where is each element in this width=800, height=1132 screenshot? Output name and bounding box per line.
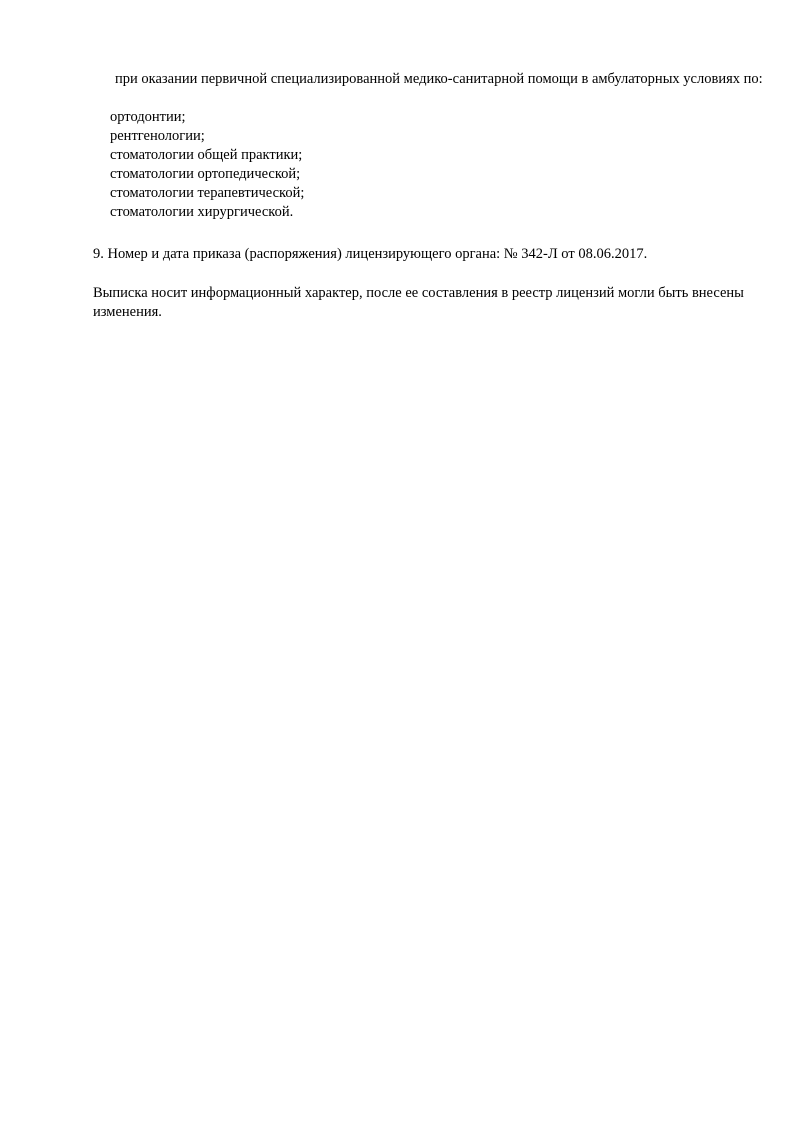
service-item-orthopedic-dentistry: стоматологии ортопедической;: [110, 166, 301, 182]
services-intro: при оказании первичной специализированной медико-санитарной помощи в амбулаторных условиях по:: [115, 71, 763, 87]
services-list: [93, 108, 763, 222]
information-note: Выписка носит информационный характер, после ее составления в реестр лицензий могли быть внесены изменения.: [93, 285, 744, 320]
service-item-radiology: рентгенологии;: [110, 128, 205, 144]
service-item-surgical-dentistry: стоматологии хирургической.: [110, 204, 294, 220]
service-item-therapeutic-dentistry: стоматологии терапевтической;: [110, 185, 305, 201]
service-item-general-dentistry: стоматологии общей практики;: [110, 147, 303, 163]
order-number-line: 9. Номер и дата приказа (распоряжения) лицензирующего органа: № 342-Л от 08.06.2017.: [93, 246, 648, 262]
service-item-orthodontics: ортодонтии;: [110, 109, 186, 125]
